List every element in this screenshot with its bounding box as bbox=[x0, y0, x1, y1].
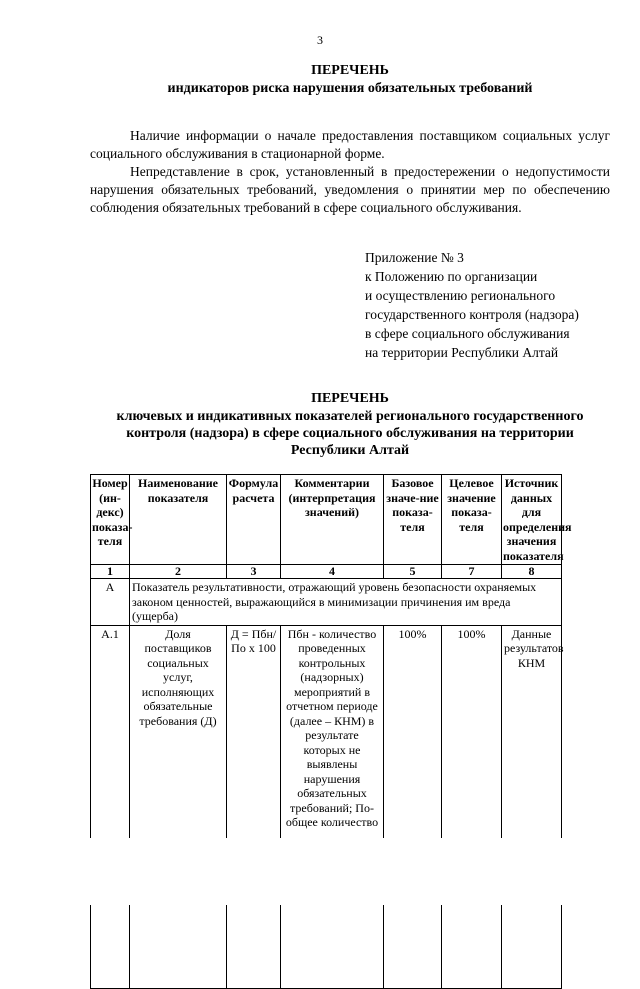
indicators-list bbox=[90, 127, 610, 217]
indicators-table bbox=[90, 474, 572, 989]
indicator-paragraph-1: Наличие информации о начале предоставления поставщиком социальных услуг социального обслуживания в стационарной форме. bbox=[90, 128, 610, 161]
page-number: 3 bbox=[317, 33, 323, 47]
group-description: Показатель результативности, отражающий уровень безопасности охраняемых законом ценностей, выражающийся в минимизации причинения им вреда (ущерба) bbox=[130, 579, 562, 626]
column-number-row bbox=[91, 565, 562, 579]
header-cell: Источник данных для определения значения показателя bbox=[503, 476, 572, 563]
section1-title: ПЕРЕЧЕНЬ bbox=[311, 63, 389, 78]
section2-subtitle-line: контроля (надзора) в сфере социального обслуживания на территории bbox=[126, 426, 574, 441]
section2-subtitle-line: ключевых и индикативных показателей регионального государственного bbox=[116, 409, 584, 424]
header-cell: Формула расчета bbox=[227, 475, 281, 565]
column-number: 1 bbox=[91, 565, 130, 579]
appendix-line: в сфере социального обслуживания bbox=[365, 326, 570, 341]
header-cell: Номер (ин-декс) показа-теля bbox=[91, 475, 130, 565]
header-cell: Комментарии (интерпретация значений) bbox=[281, 475, 384, 565]
table-group-row bbox=[91, 579, 562, 626]
header-cell: Базовое значе-ние показа-теля bbox=[384, 475, 442, 565]
data-source: Данные результатов КНМ bbox=[502, 625, 562, 988]
row-index: А.1 bbox=[91, 625, 130, 988]
column-number: 3 bbox=[227, 565, 281, 579]
header-cell: Целевое значение показа-теля bbox=[442, 475, 502, 565]
indicator-formula: Д = Пбн/По х 100 bbox=[227, 625, 281, 988]
section2-title: ПЕРЕЧЕНЬ bbox=[311, 391, 389, 406]
column-number: 5 bbox=[384, 565, 442, 579]
table-row bbox=[91, 625, 562, 988]
section2-subtitle-line: Республики Алтай bbox=[290, 443, 410, 458]
indicator-paragraph-2: Непредставление в срок, установленный в предостережении о недопустимости нарушения обязательных требований, уведомления о принятии мер по обеспечению соблюдения обязательных требований в сфере социального обслуживания. bbox=[90, 164, 610, 215]
column-number: 4 bbox=[281, 565, 384, 579]
group-index: А bbox=[91, 579, 130, 626]
base-value: 100% bbox=[384, 625, 442, 988]
target-value: 100% bbox=[442, 625, 502, 988]
indicator-comment: Пбн - количество проведенных контрольных (надзорных) мероприятий в отчетном периоде (далее – КНМ) в результате которых не выявлены нарушения обязательных требований; По-общее количество bbox=[281, 625, 384, 988]
column-number: 2 bbox=[130, 565, 227, 579]
appendix-line: государственного контроля (надзора) bbox=[365, 307, 579, 322]
indicator-name: Доля поставщиков социальных услуг, исполняющих обязательные требования (Д) bbox=[130, 625, 227, 988]
page-bottom-margin bbox=[0, 838, 640, 905]
appendix-line: и осуществлению регионального bbox=[365, 288, 556, 303]
appendix-line: к Положению по организации bbox=[365, 269, 538, 284]
header-cell: Наименование показателя bbox=[130, 475, 227, 565]
appendix-line: на территории Республики Алтай bbox=[365, 345, 559, 360]
column-number: 8 bbox=[502, 565, 562, 579]
table-header-row bbox=[91, 475, 562, 565]
appendix-block bbox=[365, 248, 579, 362]
appendix-line: Приложение № 3 bbox=[365, 250, 464, 265]
column-number: 7 bbox=[442, 565, 502, 579]
section1-subtitle: индикаторов риска нарушения обязательных требований bbox=[167, 81, 533, 96]
